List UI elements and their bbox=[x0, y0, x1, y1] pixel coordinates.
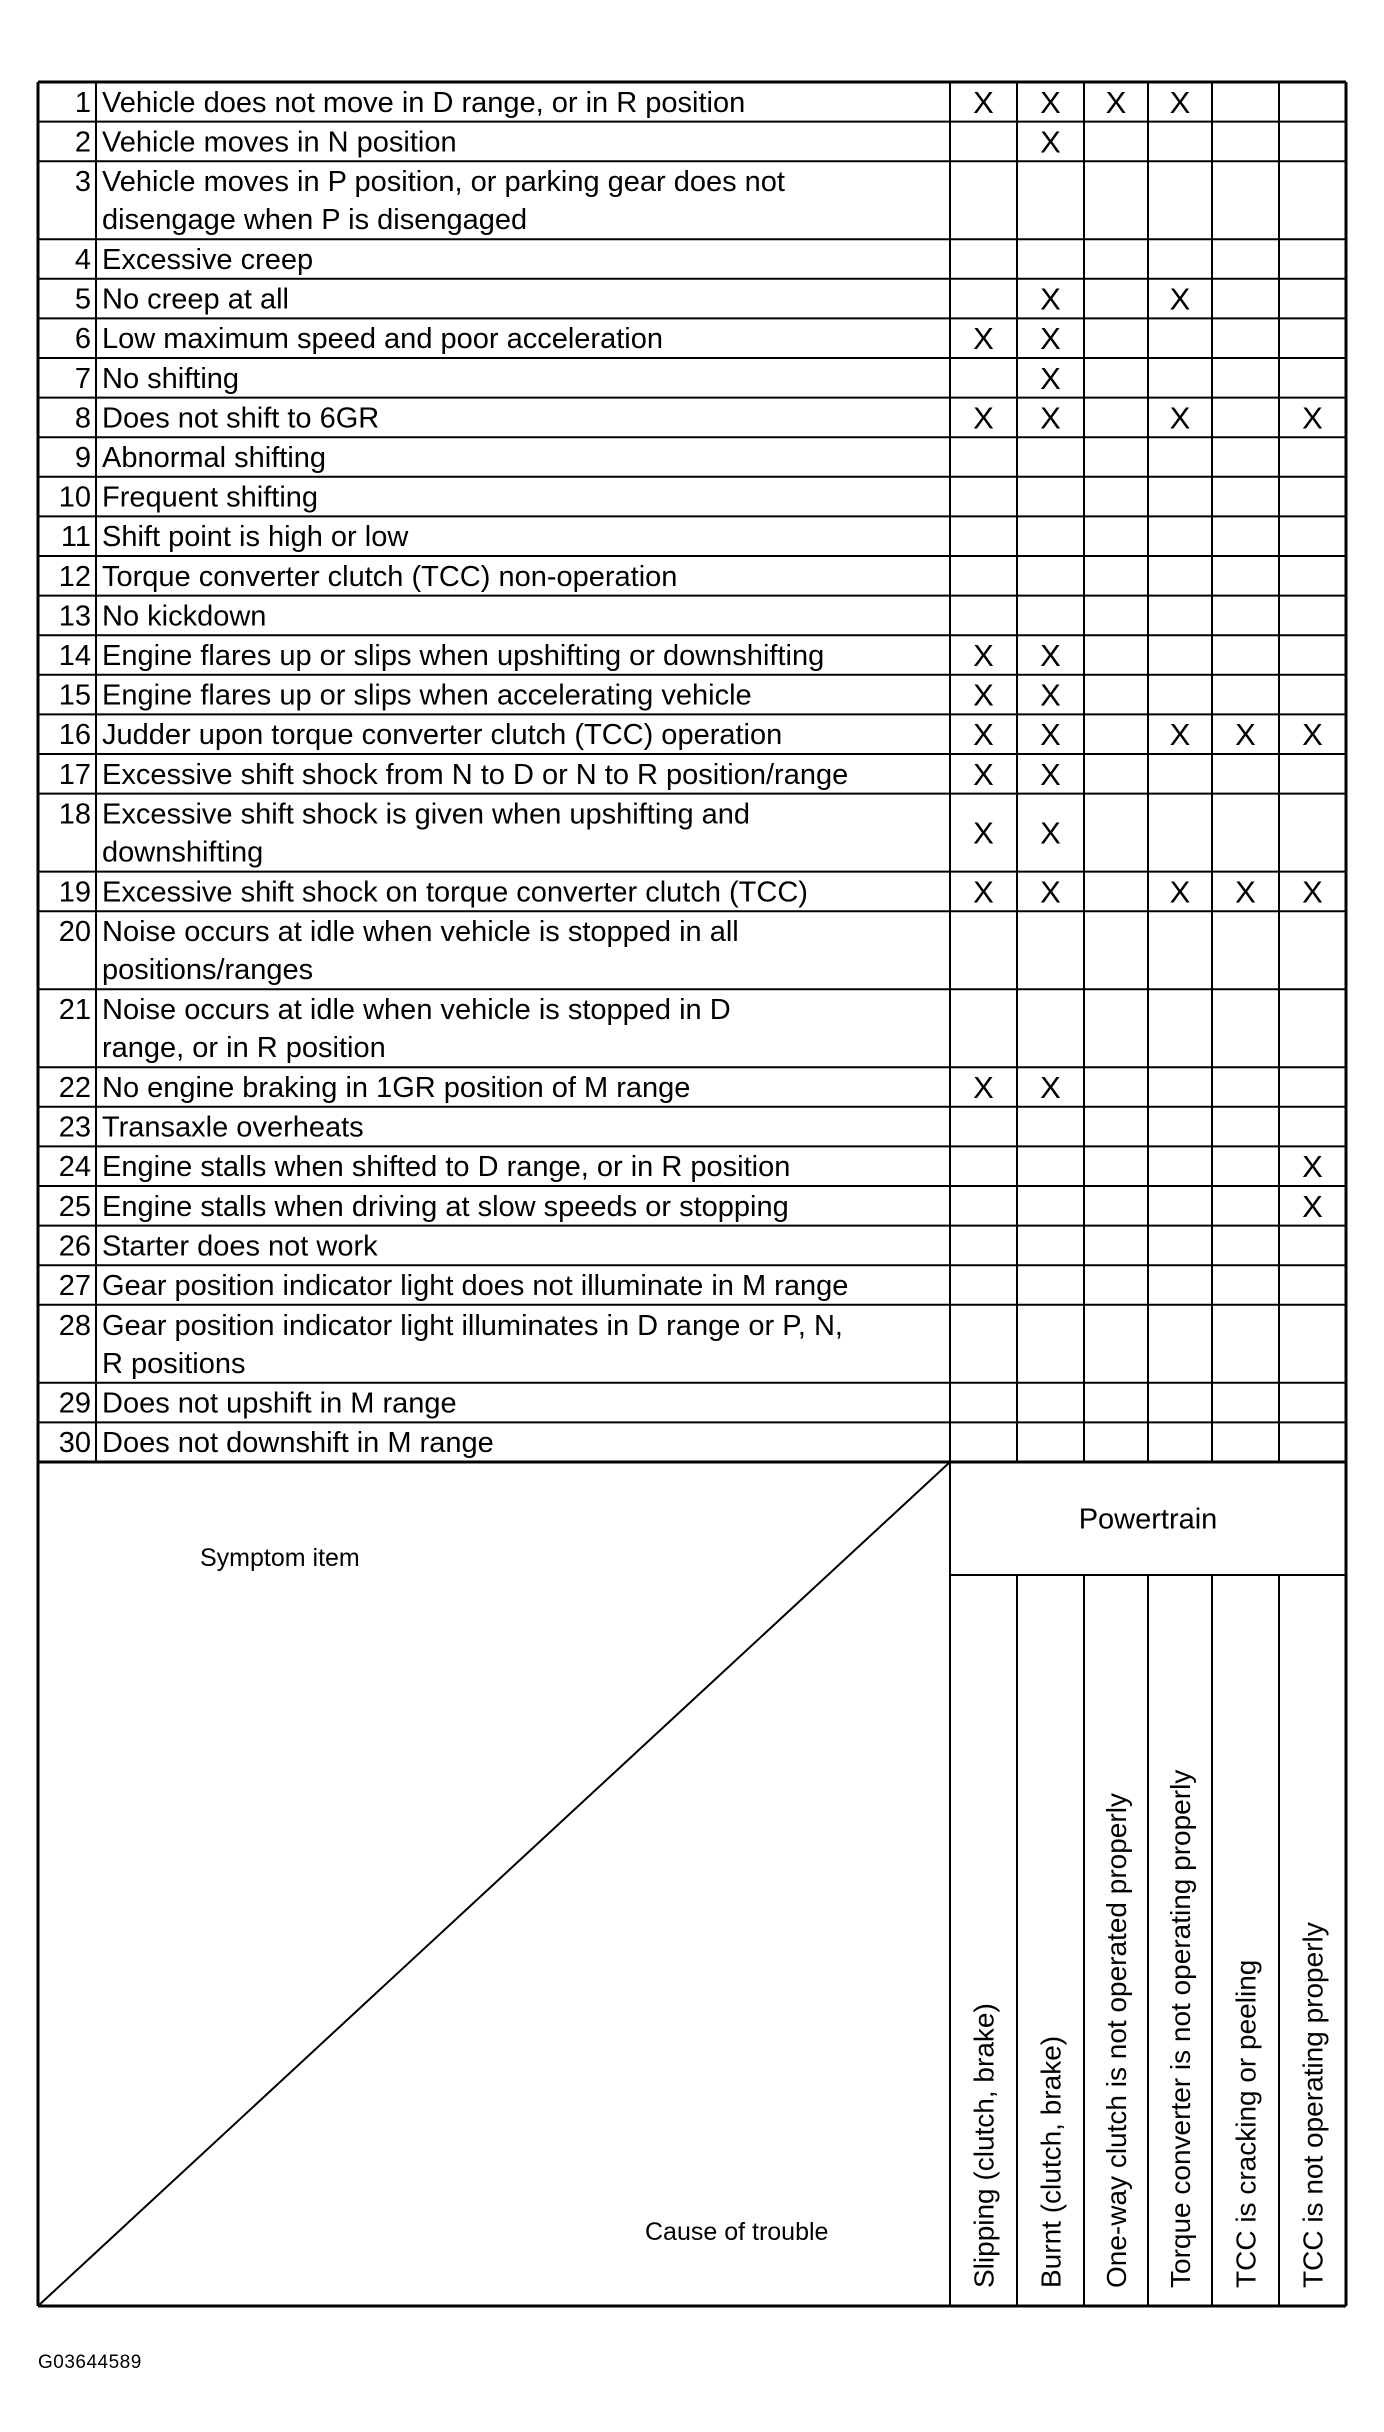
symptom-text: disengage when P is disengaged bbox=[102, 204, 528, 237]
symptom-text: Vehicle moves in P position, or parking gear does not bbox=[102, 166, 785, 199]
cause-mark: X bbox=[1169, 400, 1191, 436]
row-number: 26 bbox=[58, 1230, 91, 1263]
symptom-text: Torque converter clutch (TCC) non-operation bbox=[102, 560, 678, 593]
cause-column-header: Burnt (clutch, brake) bbox=[1035, 2035, 1067, 2288]
cause-column-header: TCC is not operating properly bbox=[1297, 1922, 1329, 2288]
row-number: 20 bbox=[58, 916, 91, 949]
cause-mark: X bbox=[1040, 815, 1061, 851]
cause-mark: X bbox=[973, 638, 994, 673]
cause-mark: X bbox=[1040, 124, 1061, 160]
cause-mark: X bbox=[1169, 281, 1191, 317]
cause-mark: X bbox=[973, 677, 994, 713]
symptom-text: Excessive creep bbox=[102, 244, 314, 276]
cause-mark: X bbox=[1302, 1149, 1323, 1185]
symptom-text: Starter does not work bbox=[102, 1230, 378, 1263]
symptom-text: downshifting bbox=[102, 836, 264, 869]
symptom-text: Excessive shift shock from N to D or N to R position/range bbox=[102, 758, 849, 791]
symptom-text: No shifting bbox=[102, 362, 240, 395]
symptom-text: Judder upon torque converter clutch (TCC) operation bbox=[102, 719, 783, 752]
cause-mark: X bbox=[973, 321, 994, 357]
cause-mark: X bbox=[1040, 281, 1061, 317]
row-number: 22 bbox=[58, 1072, 91, 1104]
figure-code: G03644589 bbox=[38, 2352, 142, 2373]
symptom-text: range, or in R position bbox=[102, 1032, 386, 1065]
row-number: 11 bbox=[60, 521, 91, 554]
symptom-text: Engine flares up or slips when upshifting or downshifting bbox=[102, 640, 825, 672]
row-number: 15 bbox=[58, 679, 91, 712]
cause-mark: X bbox=[1040, 756, 1061, 792]
cause-mark: X bbox=[1235, 874, 1256, 910]
cause-mark: X bbox=[1105, 84, 1127, 120]
row-number: 4 bbox=[74, 244, 91, 276]
row-number: 30 bbox=[58, 1427, 91, 1460]
cause-mark: X bbox=[1235, 717, 1256, 753]
powertrain-label: Powertrain bbox=[1078, 1503, 1218, 1536]
row-number: 3 bbox=[74, 166, 91, 199]
cause-column-header: One-way clutch is not operated properly bbox=[1101, 1793, 1132, 2288]
row-number: 25 bbox=[58, 1190, 91, 1223]
cause-mark: X bbox=[1302, 1188, 1323, 1224]
row-number: 24 bbox=[58, 1151, 91, 1184]
cause-mark: X bbox=[1040, 84, 1061, 120]
symptom-text: positions/ranges bbox=[102, 954, 314, 987]
row-number: 21 bbox=[58, 994, 91, 1027]
cause-mark: X bbox=[1040, 360, 1061, 396]
symptom-text: Engine flares up or slips when accelerating vehicle bbox=[102, 679, 752, 712]
symptom-text: Gear position indicator light illuminates in D range or P, N, bbox=[102, 1309, 843, 1342]
cause-mark: X bbox=[1302, 874, 1323, 910]
cause-mark: X bbox=[973, 400, 994, 436]
symptom-text: Noise occurs at idle when vehicle is stopped in all bbox=[102, 916, 739, 949]
cause-of-trouble-label: Cause of trouble bbox=[645, 2218, 829, 2246]
row-number: 7 bbox=[74, 362, 91, 395]
cause-mark: X bbox=[973, 1070, 994, 1105]
row-number: 19 bbox=[58, 876, 91, 909]
symptom-item-label: Symptom item bbox=[200, 1544, 360, 1572]
symptom-text: Shift point is high or low bbox=[102, 521, 409, 554]
row-number: 9 bbox=[74, 442, 91, 474]
cause-mark: X bbox=[1302, 400, 1323, 436]
symptom-text: Engine stalls when shifted to D range, or in R position bbox=[102, 1151, 791, 1184]
row-number: 5 bbox=[74, 283, 91, 316]
row-number: 23 bbox=[58, 1111, 91, 1144]
row-number: 1 bbox=[74, 86, 91, 119]
cause-column-header: TCC is cracking or peeling bbox=[1230, 1959, 1262, 2288]
cause-mark: X bbox=[1169, 717, 1191, 753]
symptom-text: No creep at all bbox=[102, 283, 289, 316]
row-number: 18 bbox=[58, 798, 91, 831]
cause-mark: X bbox=[1040, 1070, 1061, 1105]
row-number: 27 bbox=[58, 1270, 91, 1302]
symptom-text: Abnormal shifting bbox=[102, 442, 327, 474]
cause-mark: X bbox=[1169, 84, 1191, 120]
cause-mark: X bbox=[1040, 677, 1061, 713]
cause-mark: X bbox=[973, 717, 994, 753]
row-number: 14 bbox=[58, 640, 91, 672]
cause-mark: X bbox=[1040, 321, 1061, 357]
row-number: 6 bbox=[74, 323, 91, 356]
symptom-text: No engine braking in 1GR position of M range bbox=[102, 1072, 691, 1104]
symptom-text: Gear position indicator light does not illuminate in M range bbox=[102, 1270, 849, 1302]
row-number: 10 bbox=[58, 481, 91, 514]
row-number: 8 bbox=[74, 402, 91, 435]
symptom-text: Noise occurs at idle when vehicle is stopped in D bbox=[102, 994, 731, 1027]
symptom-text: Excessive shift shock is given when upshifting and bbox=[102, 798, 751, 831]
cause-column-header: Torque converter is not operating properly bbox=[1165, 1769, 1196, 2288]
row-number: 2 bbox=[74, 126, 91, 159]
cause-mark: X bbox=[973, 815, 994, 851]
cause-mark: X bbox=[973, 874, 994, 910]
row-number: 12 bbox=[58, 560, 91, 593]
cause-mark: X bbox=[1040, 638, 1061, 673]
symptom-text: Does not downshift in M range bbox=[102, 1427, 494, 1460]
cause-mark: X bbox=[1040, 400, 1061, 436]
header-diagonal bbox=[38, 1462, 950, 2306]
cause-mark: X bbox=[973, 756, 994, 792]
symptom-text: Low maximum speed and poor acceleration bbox=[102, 323, 663, 356]
row-number: 28 bbox=[58, 1309, 91, 1342]
row-number: 16 bbox=[58, 719, 91, 752]
symptom-text: Vehicle does not move in D range, or in R position bbox=[102, 86, 746, 119]
cause-mark: X bbox=[1169, 874, 1191, 910]
cause-mark: X bbox=[1040, 717, 1061, 753]
row-number: 17 bbox=[58, 758, 91, 791]
row-number: 29 bbox=[58, 1387, 91, 1420]
row-number: 13 bbox=[58, 600, 91, 633]
symptom-text: Frequent shifting bbox=[102, 481, 319, 514]
symptom-text: Vehicle moves in N position bbox=[102, 126, 457, 159]
symptom-text: Engine stalls when driving at slow speeds or stopping bbox=[102, 1190, 789, 1223]
symptom-text: Transaxle overheats bbox=[102, 1111, 364, 1144]
symptom-text: Does not shift to 6GR bbox=[102, 402, 380, 435]
symptom-text: R positions bbox=[102, 1347, 246, 1380]
cause-mark: X bbox=[1302, 717, 1323, 753]
cause-mark: X bbox=[973, 84, 994, 120]
cause-column-header: Slipping (clutch, brake) bbox=[968, 2003, 1000, 2288]
symptom-text: Does not upshift in M range bbox=[102, 1387, 457, 1420]
cause-mark: X bbox=[1040, 874, 1061, 910]
symptom-text: Excessive shift shock on torque converter clutch (TCC) bbox=[102, 876, 808, 909]
symptom-text: No kickdown bbox=[102, 600, 267, 633]
